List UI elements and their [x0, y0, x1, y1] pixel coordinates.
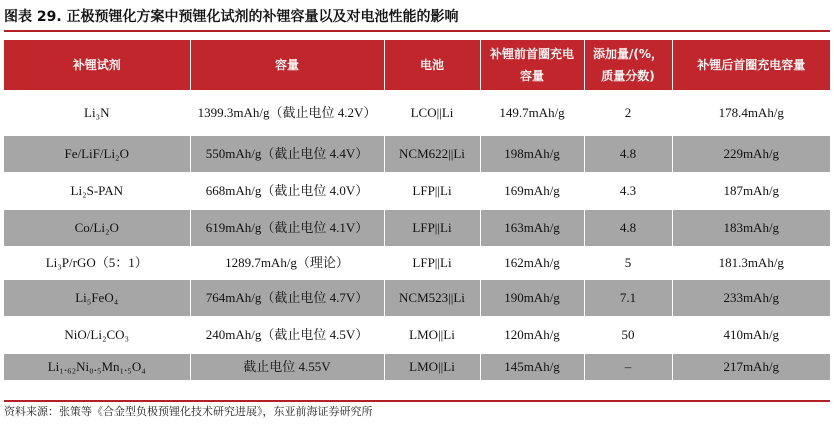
cell-capacity: 619mAh/g（截止电位 4.1V） — [190, 210, 384, 246]
table-row — [4, 172, 830, 210]
cell-amount: – — [584, 354, 672, 380]
cell-reagent: Li₁.₆₂Ni₀.₅Mn₁.₅O₄ — [4, 354, 190, 380]
cell-capacity: 截止电位 4.55V — [190, 354, 384, 380]
cell-amount: 50 — [584, 316, 672, 354]
cell-after: 181.3mAh/g — [672, 246, 830, 280]
table-row — [4, 136, 830, 172]
cell-amount: 5 — [584, 246, 672, 280]
cell-reagent: Li₃N — [4, 90, 190, 136]
cell-capacity: 764mAh/g（截止电位 4.7V） — [190, 280, 384, 316]
table-row — [4, 354, 830, 380]
cell-reagent: Co/Li₂O — [4, 210, 190, 246]
table-row — [4, 280, 830, 316]
table-row — [4, 210, 830, 246]
cell-after: 217mAh/g — [672, 354, 830, 380]
cell-battery: LMO||Li — [384, 316, 480, 354]
cell-capacity: 668mAh/g（截止电位 4.0V） — [190, 172, 384, 210]
cell-battery: LCO||Li — [384, 90, 480, 136]
cell-reagent: Fe/LiF/Li₂O — [4, 136, 190, 172]
cell-capacity: 1289.7mAh/g（理论） — [190, 246, 384, 280]
table-row — [4, 90, 830, 136]
cell-reagent: NiO/Li₂CO₃ — [4, 316, 190, 354]
cell-after: 410mAh/g — [672, 316, 830, 354]
table-row — [4, 316, 830, 354]
header-battery: 电池 — [384, 40, 480, 90]
header-reagent: 补锂试剂 — [4, 40, 190, 90]
cell-after: 233mAh/g — [672, 280, 830, 316]
cell-before: 162mAh/g — [480, 246, 584, 280]
cell-amount: 4.8 — [584, 210, 672, 246]
table-row — [4, 246, 830, 280]
cell-amount: 7.1 — [584, 280, 672, 316]
cell-battery: NCM523||Li — [384, 280, 480, 316]
cell-capacity: 550mAh/g（截止电位 4.4V） — [190, 136, 384, 172]
cell-battery: LMO||Li — [384, 354, 480, 380]
cell-before: 120mAh/g — [480, 316, 584, 354]
cell-battery: LFP||Li — [384, 246, 480, 280]
cell-amount: 4.3 — [584, 172, 672, 210]
cell-after: 183mAh/g — [672, 210, 830, 246]
prelithiation-table — [4, 40, 830, 380]
cell-reagent: Li₂S-PAN — [4, 172, 190, 210]
cell-before: 163mAh/g — [480, 210, 584, 246]
header-capacity: 容量 — [190, 40, 384, 90]
cell-after: 229mAh/g — [672, 136, 830, 172]
cell-before: 149.7mAh/g — [480, 90, 584, 136]
cell-amount: 2 — [584, 90, 672, 136]
cell-after: 187mAh/g — [672, 172, 830, 210]
cell-before: 145mAh/g — [480, 354, 584, 380]
cell-amount: 4.8 — [584, 136, 672, 172]
cell-reagent: Li₅FeO₄ — [4, 280, 190, 316]
header-row — [4, 40, 830, 90]
figure-title: 图表 29. 正极预锂化方案中预锂化试剂的补锂容量以及对电池性能的影响 — [4, 4, 830, 32]
cell-before: 190mAh/g — [480, 280, 584, 316]
cell-battery: LFP||Li — [384, 210, 480, 246]
cell-battery: LFP||Li — [384, 172, 480, 210]
cell-before: 198mAh/g — [480, 136, 584, 172]
cell-reagent: Li₃P/rGO（5：1） — [4, 246, 190, 280]
cell-after: 178.4mAh/g — [672, 90, 830, 136]
cell-battery: NCM622||Li — [384, 136, 480, 172]
header-before: 补锂前首圈充电容量 — [480, 40, 584, 90]
header-after: 补锂后首圈充电容量 — [672, 40, 830, 90]
cell-before: 169mAh/g — [480, 172, 584, 210]
cell-capacity: 240mAh/g（截止电位 4.5V） — [190, 316, 384, 354]
source-note: 资料来源：张策等《合金型负极预锂化技术研究进展》，东亚前海证券研究所 — [4, 400, 830, 422]
cell-capacity: 1399.3mAh/g（截止电位 4.2V） — [190, 90, 384, 136]
header-amount: 添加量/(%，质量分数) — [584, 40, 672, 90]
